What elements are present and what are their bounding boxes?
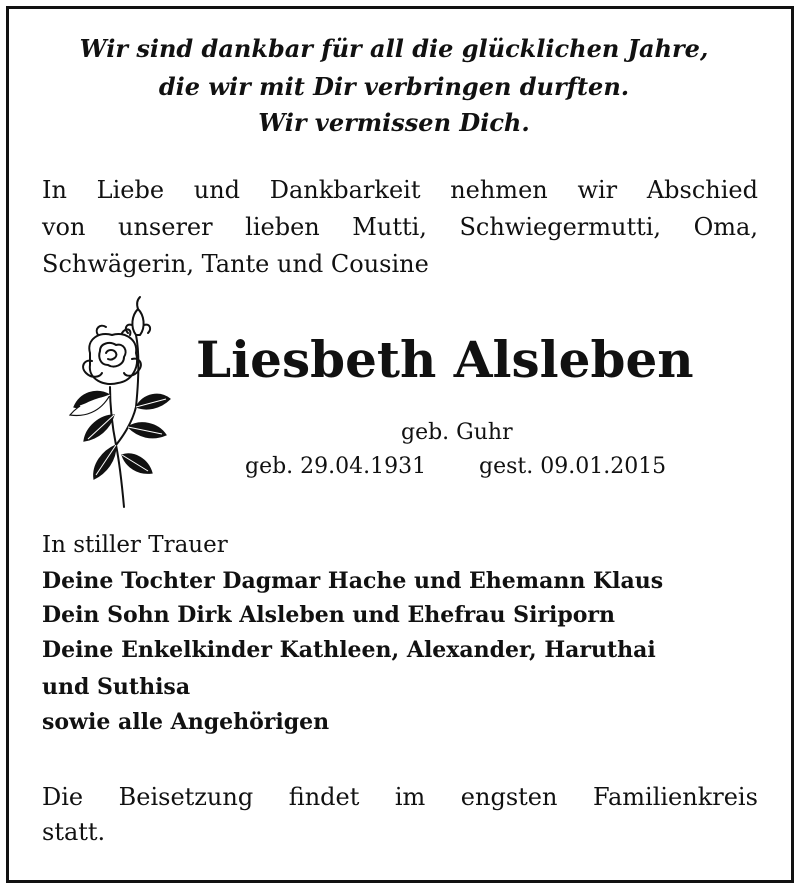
mourner-line-2: Dein Sohn Dirk Alsleben und Ehefrau Siriporn bbox=[42, 602, 616, 628]
motto-line-2: die wir mit Dir verbringen durften. bbox=[158, 72, 630, 101]
mourner-line-5: sowie alle Angehörigen bbox=[42, 709, 330, 735]
mourner-line-1: Deine Tochter Dagmar Hache und Ehemann Klaus bbox=[42, 568, 664, 594]
mourner-line-3: Deine Enkelkinder Kathleen, Alexander, Haruthai bbox=[42, 637, 656, 663]
rose-icon bbox=[40, 295, 175, 510]
intro-line-2: von unserer lieben Mutti, Schwiegermutti, Oma, bbox=[42, 213, 758, 241]
intro-line-1: In Liebe und Dankbarkeit nehmen wir Abschied bbox=[42, 176, 758, 204]
birth-date: geb. 29.04.1931 bbox=[245, 454, 427, 479]
maiden-name: geb. Guhr bbox=[401, 420, 513, 445]
funeral-note-line-2: statt. bbox=[42, 818, 106, 846]
mourners-heading: In stiller Trauer bbox=[42, 532, 228, 558]
intro-line-3: Schwägerin, Tante und Cousine bbox=[42, 250, 429, 278]
motto-line-1: Wir sind dankbar für all die glücklichen Jahre, bbox=[79, 34, 709, 63]
death-date: gest. 09.01.2015 bbox=[479, 454, 667, 479]
mourner-line-4: und Suthisa bbox=[42, 674, 191, 700]
deceased-name: Liesbeth Alsleben bbox=[196, 330, 694, 389]
motto-line-3: Wir vermissen Dich. bbox=[258, 108, 530, 137]
funeral-note-line-1: Die Beisetzung findet im engsten Familienkreis bbox=[42, 783, 758, 811]
